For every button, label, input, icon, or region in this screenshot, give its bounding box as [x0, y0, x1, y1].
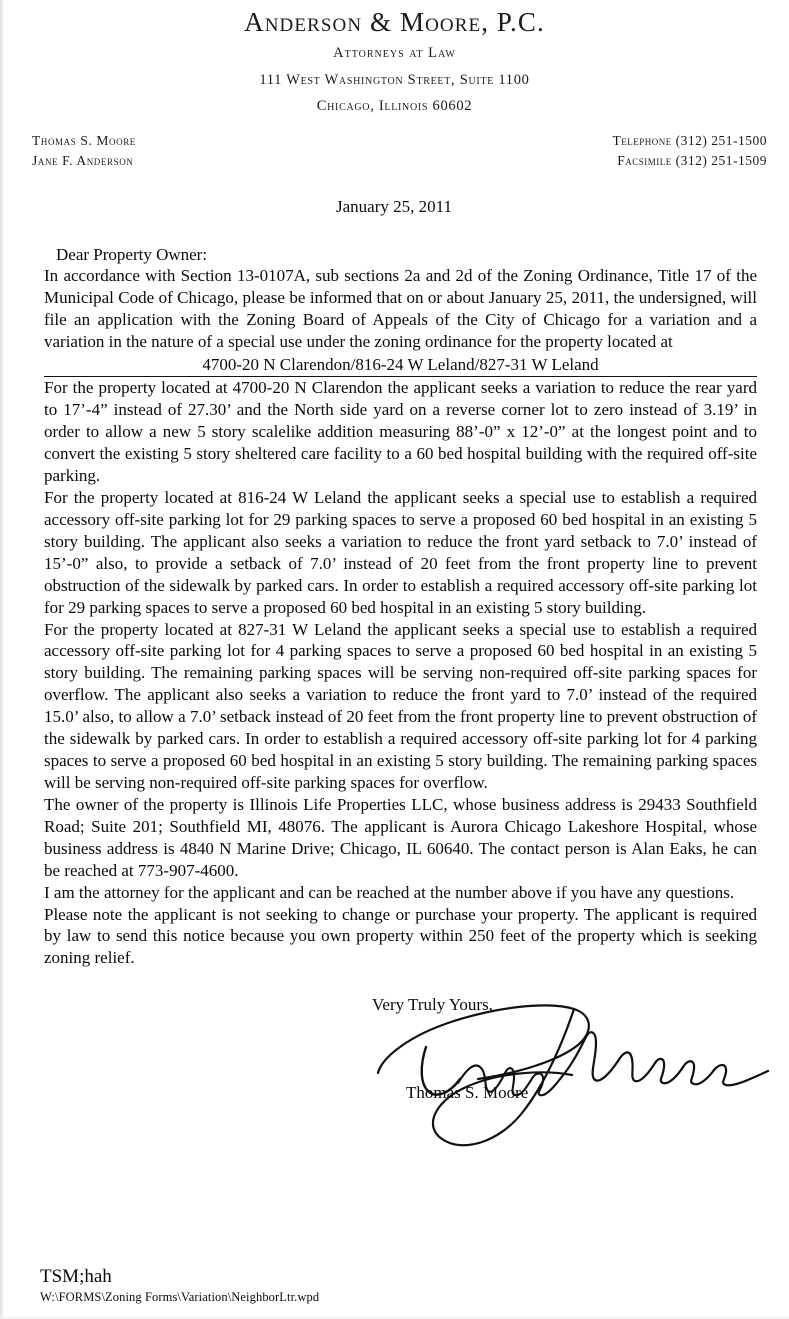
attorney-name-1: Thomas S. Moore [32, 133, 136, 149]
paragraph-leland-827: For the property located at 827-31 W Leland the applicant seeks a special use to establish a required accessory off-site parking lot for 4 parking spaces to serve a proposed 60 bed hospital in an existing 5 story building. The remaining parking spaces will be serving non-required off-site parking spaces for overflow. The applicant also seeks a variation to reduce the front yard to 7.0’ instead of the required 15.0’ also, to allow a 7.0’ setback instead of 20 feet from the front property line to prevent obstruction of the sidewalk by parked cars. In order to establish a required accessory off-site parking lot for 4 parking spaces to serve a proposed 60 bed hospital in an existing 5 story building. The remaining parking spaces will be serving non-required off-site parking spaces for overflow. [44, 619, 757, 793]
footer-file-path: W:\FORMS\Zoning Forms\Variation\NeighborLtr.wpd [40, 1290, 320, 1304]
paragraph-attorney-contact: I am the attorney for the applicant and can be reached at the number above if you have any questions. [44, 882, 735, 902]
attorney-names [32, 131, 136, 170]
closing-salutation: Very Truly Yours, [372, 995, 493, 1015]
letter-body [0, 197, 789, 1145]
paragraph-intro: In accordance with Section 13-0107A, sub sections 2a and 2d of the Zoning Ordinance, Title 17 of the Municipal Code of Chicago, please be informed that on or about January 25, 2011, the undersigned, will file an application with the Zoning Board of Appeals of the City of Chicago for a variation and a variation in the nature of a special use under the zoning ordinance for the property located at [44, 266, 757, 352]
paragraph-notice: Please note the applicant is not seeking to change or purchase your property. The applicant is required by law to send this notice because you own property within 250 feet of the property which is seeking zoning relief. [44, 904, 757, 968]
attorney-name-2: Jane F. Anderson [32, 152, 134, 168]
facsimile-line: Facsimile (312) 251-1509 [617, 152, 767, 168]
footer-initials: TSM;hah [40, 1266, 112, 1288]
scan-edge-left [0, 0, 5, 1319]
salutation: Dear Property Owner: [56, 245, 208, 265]
paragraph-leland-816: For the property located at 816-24 W Leland the applicant seeks a special use to establish a required accessory off-site parking lot for 29 parking spaces to serve a proposed 60 bed hospital in an existing 5 story building. The applicant also seeks a variation to reduce the front yard setback to 7.0’ instead of 15’-0” also, to provide a setback of 7.0’ instead of 20 feet from the front property line to prevent obstruction of the sidewalk by parked cars. In order to establish a required accessory off-site parking lot for 29 parking spaces to serve a proposed 60 bed hospital in an existing 5 story building. [44, 488, 757, 617]
signature-block [372, 995, 757, 1145]
contact-block [613, 131, 767, 170]
firm-city-state-zip: Chicago, Illinois 60602 [316, 98, 473, 115]
firm-street-address: 111 West Washington Street, Suite 1100 [259, 72, 530, 89]
paragraph-owner-applicant: The owner of the property is Illinois Life Properties LLC, whose business address is 29433 Southfield Road; Suite 201; Southfield MI, 48076. The applicant is Aurora Chicago Lakeshore Hospital, whose business address is 4840 N Marine Drive; Chicago, IL 60640. The contact person is Alan Eaks, he can be reached at 773-907-4600. [44, 794, 757, 880]
firm-name: Anderson & Moore, P.C. [244, 7, 545, 37]
letter-date: January 25, 2011 [336, 197, 452, 217]
footer [40, 1267, 319, 1305]
signer-printed-name: Thomas S. Moore [406, 1083, 529, 1103]
letterhead [0, 0, 789, 115]
telephone-line: Telephone (312) 251-1500 [612, 133, 767, 149]
letterhead-info-row [0, 131, 789, 177]
firm-tagline: Attorneys at Law [333, 45, 456, 62]
property-address-line: 4700-20 N Clarendon/816-24 W Leland/827-31 W Leland [44, 355, 757, 377]
paragraph-clarendon: For the property located at 4700-20 N Clarendon the applicant seeks a variation to reduce the rear yard to 17’-4” instead of 27.30’ and the North side yard on a reverse corner lot to zero instead of 3.19’ in order to allow a new 5 story scalelike addition measuring 88’-0” x 12’-0” at the longest point and to convert the existing 5 story sheltered care facility to a 60 bed hospital building with the required off-site parking. [44, 378, 757, 486]
